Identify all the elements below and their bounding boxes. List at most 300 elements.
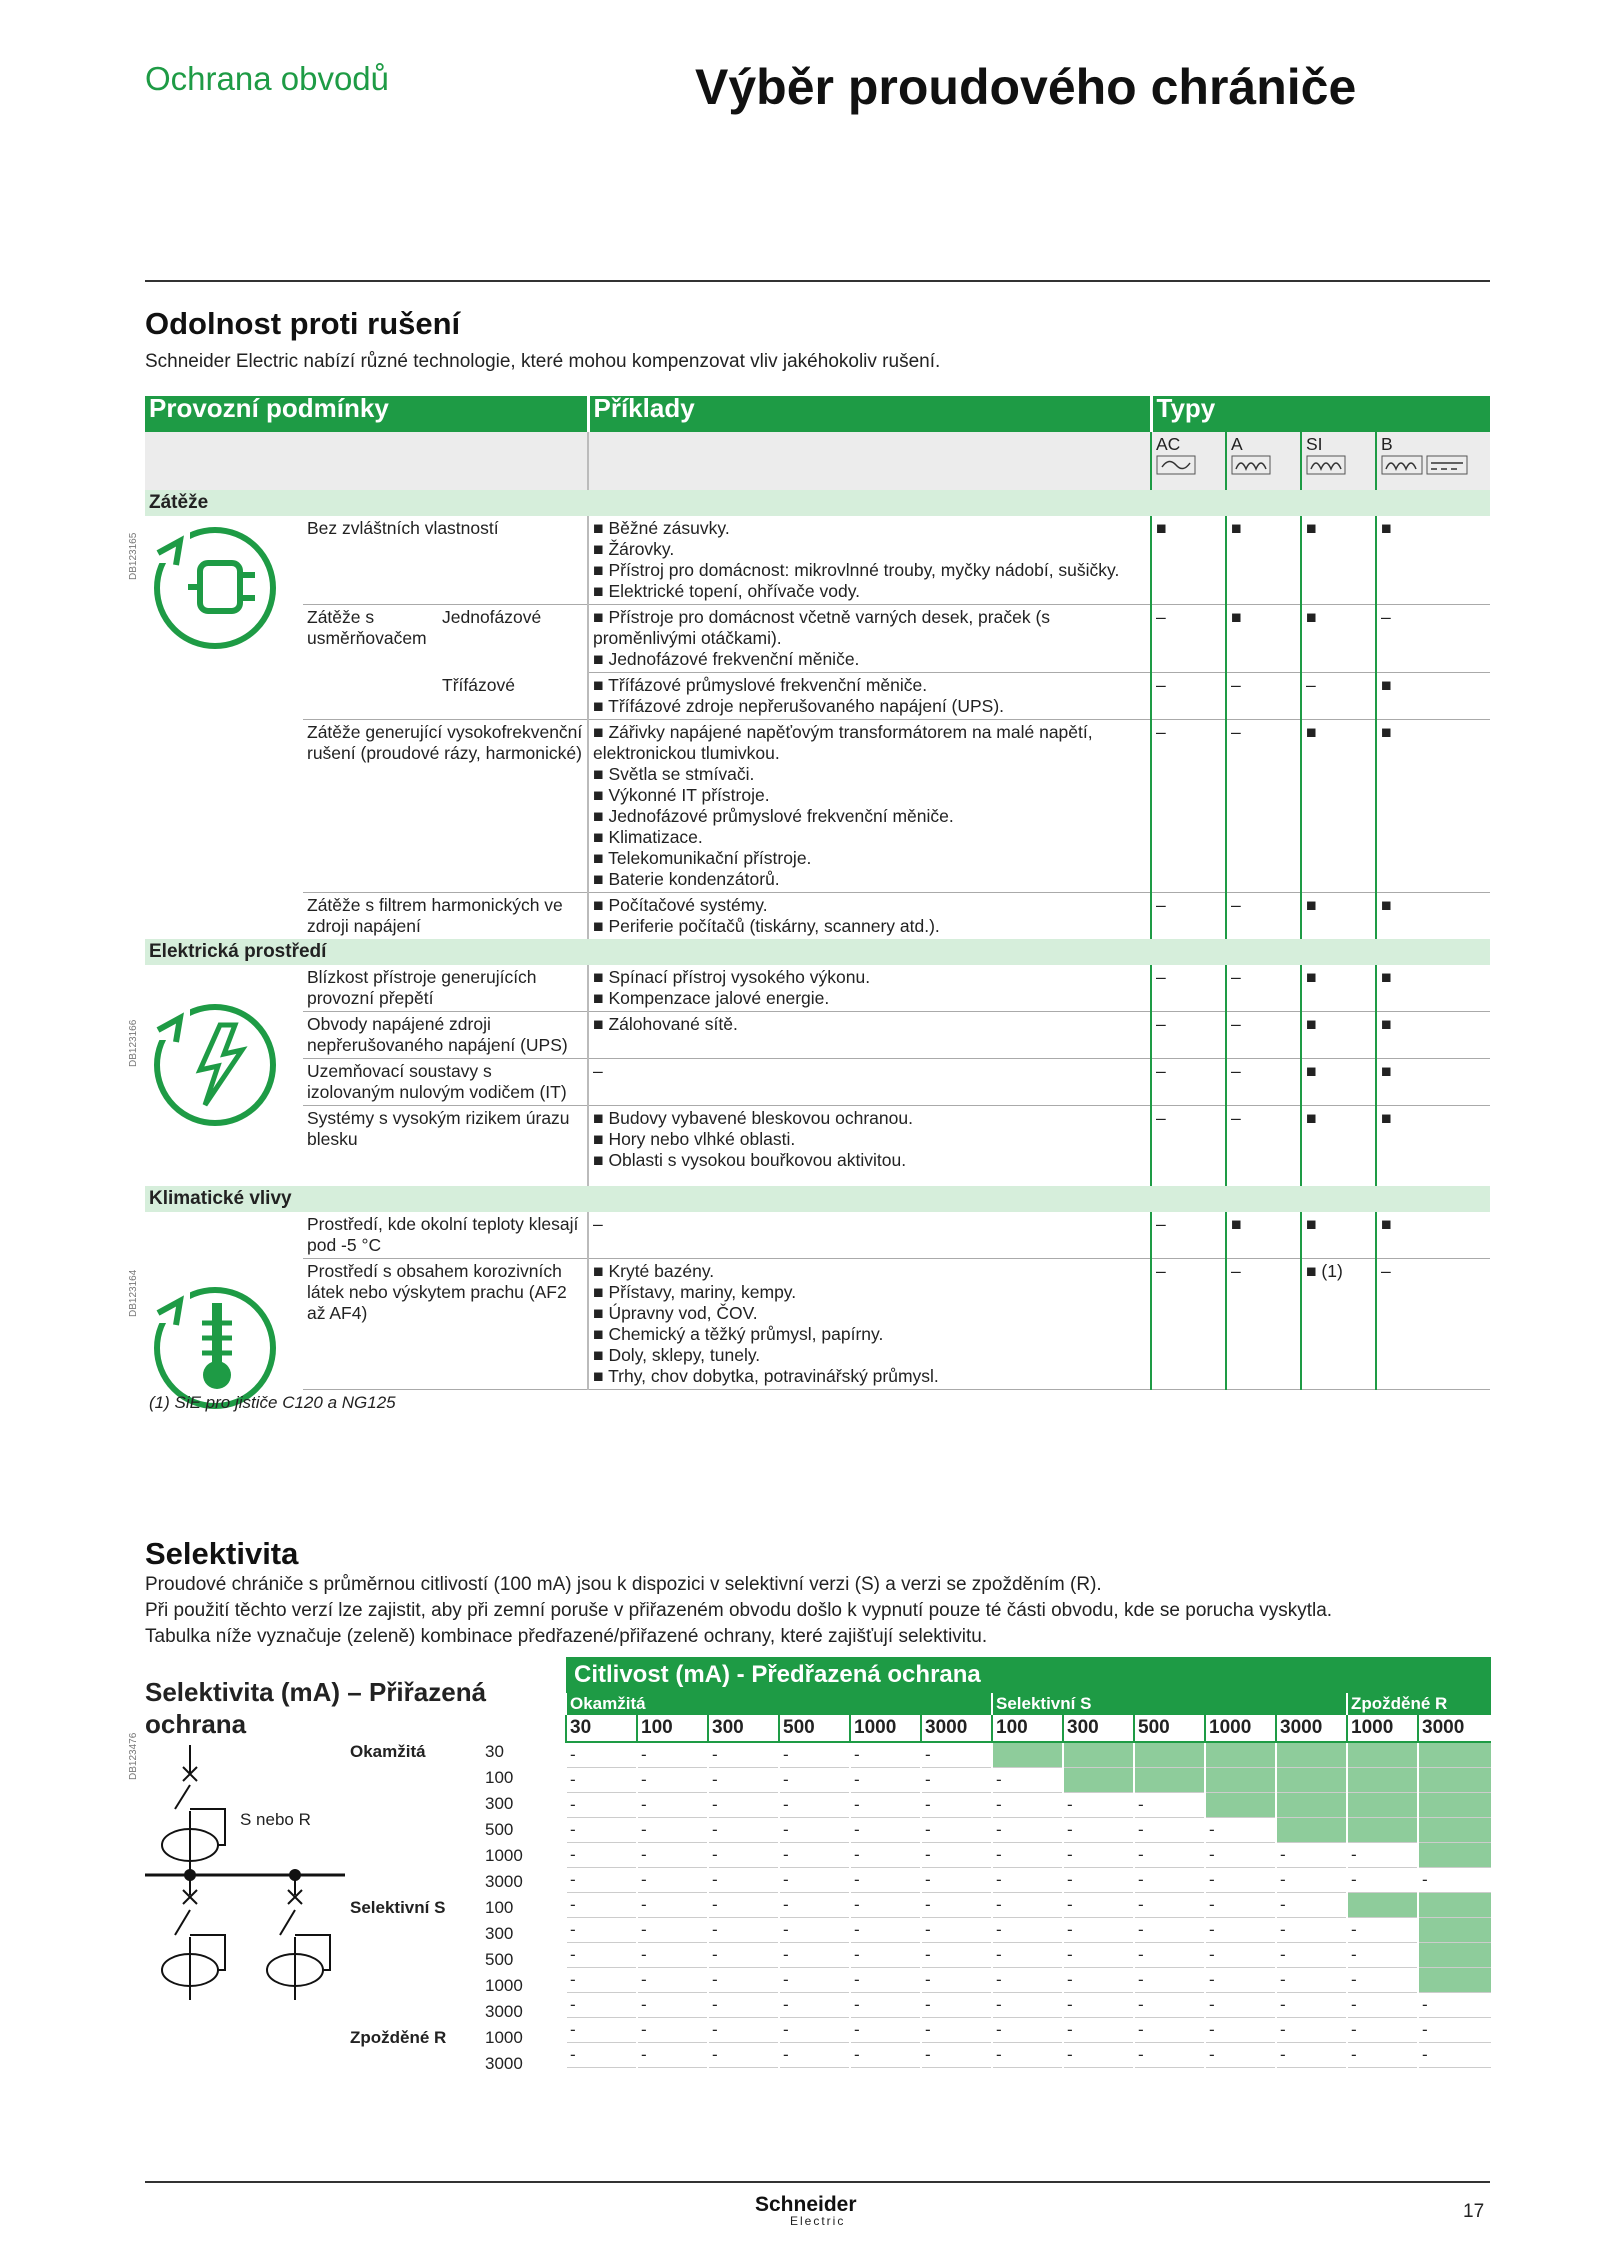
type-value: ■ — [1226, 1212, 1301, 1259]
type-value: – — [1151, 1212, 1226, 1259]
table-cell: - — [637, 1742, 708, 1768]
example: ■ Žárovky. — [593, 539, 1146, 560]
example: ■ Telekomunikační přístroje. — [593, 848, 1146, 869]
selective-cell — [1418, 1742, 1491, 1768]
table-cell: - — [850, 1868, 921, 1893]
row-group-label: Selektivní S — [350, 1898, 446, 1917]
example: ■ Úpravny vod, ČOV. — [593, 1303, 1146, 1324]
table-cell: - — [1347, 1943, 1418, 1968]
table-cell: - — [566, 1943, 637, 1968]
page-title: Výběr proudového chrániče — [695, 59, 1357, 115]
table-cell: - — [1276, 1918, 1347, 1943]
table-cell: - — [1205, 2018, 1276, 2043]
type-value: – — [1226, 1059, 1301, 1106]
table-cell: - — [1134, 1843, 1205, 1868]
selective-cell — [1134, 1768, 1205, 1793]
table-cell: - — [921, 1818, 992, 1843]
column-header: 1000 — [1347, 1715, 1418, 1742]
example: ■ Spínací přístroj vysokého výkonu. — [593, 967, 1146, 988]
example: ■ Periferie počítačů (tiskárny, scannery atd.). — [593, 916, 1146, 937]
table-row — [566, 1768, 1491, 1793]
column-header: 500 — [779, 1715, 850, 1742]
condition-sub: Jednofázové — [442, 607, 542, 627]
table-cell: - — [921, 1893, 992, 1918]
example: ■ Světla se stmívači. — [593, 764, 1146, 785]
example: ■ Přístavy, mariny, kempy. — [593, 1282, 1146, 1303]
row-value: 100 — [485, 1898, 514, 1917]
table-cell: - — [1063, 1843, 1134, 1868]
table-cell: - — [637, 1818, 708, 1843]
immunity-table — [145, 393, 1490, 1415]
table-row — [566, 1993, 1491, 2018]
header-divider — [145, 280, 1490, 282]
example: ■ Budovy vybavené bleskovou ochranou. — [593, 1108, 1146, 1129]
column-header: 3000 — [1276, 1715, 1347, 1742]
row-value: 3000 — [485, 2002, 523, 2021]
table-cell: - — [1418, 2043, 1491, 2068]
selective-cell — [1347, 1768, 1418, 1793]
table-row — [566, 2043, 1491, 2068]
table-cell: - — [566, 1868, 637, 1893]
table-cell: - — [1134, 2043, 1205, 2068]
type-value: ■ — [1301, 965, 1376, 1012]
condition: Blízkost přístroje generujících provozní přepětí — [307, 967, 537, 1008]
table-cell: - — [850, 1893, 921, 1918]
table-cell: - — [1347, 1993, 1418, 2018]
condition: Prostředí, kde okolní teploty klesají pod -5 °C — [307, 1214, 579, 1255]
table-row — [566, 1793, 1491, 1818]
column-header: 500 — [1134, 1715, 1205, 1742]
table-cell: - — [1063, 1993, 1134, 2018]
table-cell: - — [850, 2043, 921, 2068]
selective-cell — [1347, 1793, 1418, 1818]
table-row — [566, 1818, 1491, 1843]
condition: Systémy s vysokým rizikem úrazu blesku — [303, 1106, 588, 1187]
table-cell: - — [779, 1818, 850, 1843]
selective-cell — [1063, 1768, 1134, 1793]
table-cell: - — [921, 1742, 992, 1768]
table-cell: - — [1276, 1893, 1347, 1918]
table-cell: - — [921, 1843, 992, 1868]
table-cell: - — [566, 2043, 637, 2068]
table-cell: - — [1205, 1843, 1276, 1868]
table-cell: - — [992, 1768, 1063, 1793]
column-header: 3000 — [1418, 1715, 1491, 1742]
table-cell: - — [637, 2018, 708, 2043]
condition-sub: Třífázové — [442, 674, 515, 695]
table-cell: - — [1134, 1793, 1205, 1818]
type-b: B — [1381, 434, 1393, 454]
type-value: ■ — [1376, 965, 1490, 1012]
figure-code: DB123166 — [128, 1019, 139, 1067]
selectivity-table — [565, 1657, 1491, 2068]
table-cell: - — [1063, 1818, 1134, 1843]
table-cell: - — [850, 1793, 921, 1818]
table-cell: - — [779, 1793, 850, 1818]
type-value: ■ — [1226, 605, 1301, 673]
selective-cell — [1205, 1742, 1276, 1768]
column-header: 300 — [708, 1715, 779, 1742]
column-header: 30 — [566, 1715, 637, 1742]
table-cell: - — [1276, 2018, 1347, 2043]
type-value: ■ — [1376, 1059, 1490, 1106]
type-value: – — [1226, 1106, 1301, 1187]
type-value: – — [1151, 893, 1226, 940]
table-cell: - — [1063, 1943, 1134, 1968]
example: ■ Baterie kondenzátorů. — [593, 869, 1146, 890]
row-value: 300 — [485, 1924, 514, 1943]
table-cell: - — [921, 2018, 992, 2043]
table-cell: - — [1276, 1993, 1347, 2018]
selective-cell — [1418, 1793, 1491, 1818]
type-value: – — [1226, 893, 1301, 940]
table-cell: - — [708, 1768, 779, 1793]
row-value: 1000 — [485, 1846, 523, 1865]
type-value: – — [1151, 1106, 1226, 1187]
table-cell: - — [850, 1843, 921, 1868]
condition: Obvody napájené zdroji nepřerušovaného napájení (UPS) — [303, 1012, 588, 1059]
selective-cell — [1418, 1818, 1491, 1843]
selective-cell — [1347, 1893, 1418, 1918]
table-cell: - — [921, 1768, 992, 1793]
type-value: – — [1151, 1012, 1226, 1059]
selectivity-p1: Proudové chrániče s průměrnou citlivostí (100 mA) jsou k dispozici v selektivní verzi (S) a verzi se zpožděním (R). — [145, 1574, 1102, 1595]
type-value: ■ — [1151, 516, 1226, 605]
column-header: 1000 — [850, 1715, 921, 1742]
table-cell: - — [1418, 1868, 1491, 1893]
type-value: – — [1226, 1012, 1301, 1059]
table-row — [566, 1918, 1491, 1943]
table-cell: - — [1276, 1968, 1347, 1993]
section-title: Ochrana obvodů — [145, 60, 390, 97]
table-cell: - — [708, 1742, 779, 1768]
table-cell: - — [1347, 1918, 1418, 1943]
table-cell: - — [921, 1993, 992, 2018]
example: ■ Oblasti s vysokou bouřkovou aktivitou. — [593, 1150, 1146, 1171]
table-cell: - — [779, 1868, 850, 1893]
selective-cell — [1418, 1843, 1491, 1868]
table-cell: - — [1134, 2018, 1205, 2043]
example: ■ Kryté bazény. — [593, 1261, 1146, 1282]
type-value: ■ — [1376, 673, 1490, 720]
group-selektivni: Selektivní S — [992, 1693, 1347, 1715]
column-header: 100 — [637, 1715, 708, 1742]
table-cell: - — [708, 1968, 779, 1993]
section-loads: Zátěže — [145, 490, 1490, 516]
table-cell: - — [850, 2018, 921, 2043]
example: ■ Zálohované sítě. — [593, 1014, 1146, 1035]
table-cell: - — [637, 1968, 708, 1993]
example: ■ Hory nebo vlhké oblasti. — [593, 1129, 1146, 1150]
type-value: – — [1376, 605, 1490, 673]
row-value: 1000 — [485, 2028, 523, 2047]
selective-cell — [1418, 1918, 1491, 1943]
table-row — [566, 1868, 1491, 1893]
table-cell: - — [1205, 2043, 1276, 2068]
table-cell: - — [708, 1918, 779, 1943]
type-value: ■ — [1301, 1059, 1376, 1106]
brand-sub: Electric — [790, 2214, 846, 2228]
table-cell: - — [921, 1793, 992, 1818]
example: ■ Přístroje pro domácnost včetně varných desek, praček (s proměnlivými otáčkami). — [593, 607, 1146, 649]
table-cell: - — [1063, 1918, 1134, 1943]
diagram-label: S nebo R — [240, 1810, 311, 1829]
table-cell: - — [921, 1918, 992, 1943]
table-cell: - — [1418, 2018, 1491, 2043]
table-cell: - — [992, 1993, 1063, 2018]
table-cell: - — [1134, 1993, 1205, 2018]
table-cell: - — [1276, 1943, 1347, 1968]
table-cell: - — [566, 1742, 637, 1768]
condition: Uzemňovací soustavy s izolovaným nulovým vodičem (IT) — [303, 1059, 588, 1106]
example: ■ Kompenzace jalové energie. — [593, 988, 1146, 1009]
type-value: ■ — [1376, 1012, 1490, 1059]
table-cell: - — [566, 1843, 637, 1868]
row-value: 100 — [485, 1768, 514, 1787]
table-cell: - — [637, 1943, 708, 1968]
row-value: 3000 — [485, 1872, 523, 1891]
table-cell: - — [566, 1993, 637, 2018]
table-cell: - — [779, 1768, 850, 1793]
type-value: – — [1226, 720, 1301, 893]
table-cell: - — [708, 1843, 779, 1868]
table-cell: - — [708, 2018, 779, 2043]
condition: Zátěže s usměrňovačem — [307, 607, 427, 648]
row-value: 3000 — [485, 2054, 523, 2073]
circuit-diagram — [145, 1745, 345, 2015]
example: ■ Výkonné IT přístroje. — [593, 785, 1146, 806]
immunity-intro: Schneider Electric nabízí různé technologie, které mohou kompenzovat vliv jakéhokoliv rušení. — [145, 351, 941, 372]
table-cell: - — [850, 1818, 921, 1843]
selective-cell — [1418, 1943, 1491, 1968]
table-cell: - — [1063, 1968, 1134, 1993]
type-value: ■ — [1376, 1212, 1490, 1259]
table-cell: - — [637, 1768, 708, 1793]
table-cell: - — [1134, 1918, 1205, 1943]
section-climate: Klimatické vlivy — [145, 1186, 1490, 1212]
table-cell: - — [566, 1793, 637, 1818]
selective-cell — [1276, 1742, 1347, 1768]
figure-code: DB123476 — [128, 1732, 139, 1780]
selective-cell — [1418, 1893, 1491, 1918]
table-cell: - — [566, 1768, 637, 1793]
table-cell: - — [779, 1843, 850, 1868]
example: ■ Počítačové systémy. — [593, 895, 1146, 916]
table-cell: - — [921, 1868, 992, 1893]
example: ■ Jednofázové frekvenční měniče. — [593, 649, 1146, 670]
type-ac: AC — [1156, 434, 1181, 454]
table-cell: - — [637, 1918, 708, 1943]
example: ■ Běžné zásuvky. — [593, 518, 1146, 539]
example: ■ Doly, sklepy, tunely. — [593, 1345, 1146, 1366]
type-value: ■ — [1301, 605, 1376, 673]
a-wave-icon — [1231, 455, 1271, 475]
table-cell: - — [1276, 1843, 1347, 1868]
table-row — [566, 1742, 1491, 1768]
type-value: ■ — [1376, 516, 1490, 605]
table-cell: - — [1134, 1868, 1205, 1893]
example: ■ Klimatizace. — [593, 827, 1146, 848]
table-cell: - — [779, 2018, 850, 2043]
table-cell: - — [1134, 1818, 1205, 1843]
selective-cell — [1347, 1742, 1418, 1768]
type-value: ■ — [1301, 1106, 1376, 1187]
group-zpozdene: Zpožděné R — [1347, 1693, 1491, 1715]
selective-cell — [992, 1742, 1063, 1768]
type-value: – — [1226, 673, 1301, 720]
table-row — [566, 1893, 1491, 1918]
row-group-label: Zpožděné R — [350, 2028, 447, 2047]
table-cell: - — [1418, 1993, 1491, 2018]
selective-cell — [1276, 1793, 1347, 1818]
type-value: ■ — [1301, 1212, 1376, 1259]
example: ■ Elektrické topení, ohřívače vody. — [593, 581, 1146, 602]
page-number: 17 — [1463, 2201, 1485, 2222]
table-cell: - — [992, 2043, 1063, 2068]
table-cell: - — [1063, 2018, 1134, 2043]
table-cell: - — [708, 1868, 779, 1893]
table-cell: - — [1134, 1943, 1205, 1968]
column-header: 1000 — [1205, 1715, 1276, 1742]
table-row — [566, 1943, 1491, 1968]
col-conditions: Provozní podmínky — [145, 396, 588, 432]
example: ■ Zářivky napájené napěťovým transformátorem na malé napětí, elektronickou tlumivkou. — [593, 722, 1146, 764]
selective-cell — [1418, 1968, 1491, 1993]
selectivity-left-title: Selektivita (mA) – Přiřazená ochrana — [145, 1677, 487, 1739]
table-cell: - — [1063, 1893, 1134, 1918]
footnote: (1) SiE pro jističe C120 a NG125 — [149, 1393, 396, 1412]
brand-logo: Schneider — [755, 2193, 857, 2216]
selective-cell — [1347, 1818, 1418, 1843]
table-cell: - — [637, 1843, 708, 1868]
table-cell: - — [779, 1943, 850, 1968]
col-examples: Příklady — [588, 396, 1151, 432]
table-cell: - — [637, 1793, 708, 1818]
table-cell: - — [1347, 2043, 1418, 2068]
table-cell: - — [1063, 1793, 1134, 1818]
table-cell: - — [921, 1943, 992, 1968]
table-cell: - — [1276, 2043, 1347, 2068]
selectivity-heading: Selektivita — [145, 1536, 299, 1571]
table-cell: - — [637, 1893, 708, 1918]
type-value: – — [1301, 673, 1376, 720]
type-value: ■ — [1301, 1012, 1376, 1059]
table-cell: - — [1205, 1993, 1276, 2018]
table-cell: - — [637, 1868, 708, 1893]
table-cell: - — [779, 1993, 850, 2018]
type-value: ■ (1) — [1301, 1259, 1376, 1390]
example: – — [588, 1059, 1151, 1106]
table-cell: - — [708, 1943, 779, 1968]
table-cell: - — [708, 2043, 779, 2068]
table-cell: - — [1276, 1868, 1347, 1893]
table-cell: - — [1134, 1968, 1205, 1993]
table-cell: - — [779, 1968, 850, 1993]
table-cell: - — [850, 1993, 921, 2018]
table-cell: - — [992, 1818, 1063, 1843]
selective-cell — [1276, 1818, 1347, 1843]
selective-cell — [1205, 1793, 1276, 1818]
example: ■ Trhy, chov dobytka, potravinářský průmysl. — [593, 1366, 1146, 1387]
table-cell: - — [850, 1968, 921, 1993]
table-cell: - — [992, 1793, 1063, 1818]
ac-wave-icon — [1156, 455, 1196, 475]
condition: Bez zvláštních vlastností — [307, 518, 499, 538]
table-cell: - — [779, 1893, 850, 1918]
type-value: ■ — [1301, 516, 1376, 605]
table-cell: - — [708, 1993, 779, 2018]
figure-code: DB123165 — [128, 532, 139, 580]
type-si: SI — [1306, 434, 1323, 454]
table-cell: - — [779, 1918, 850, 1943]
table-cell: - — [850, 1943, 921, 1968]
table-cell: - — [566, 1893, 637, 1918]
type-value: ■ — [1301, 893, 1376, 940]
table-cell: - — [850, 1918, 921, 1943]
type-a: A — [1231, 434, 1243, 454]
table-cell: - — [708, 1818, 779, 1843]
selectivity-p2: Při použití těchto verzí lze zajistit, aby při zemní poruše v přiřazeném obvodu došlo k vypnutí pouze té části obvodu, kde se porucha vyskytla. — [145, 1600, 1333, 1621]
type-value: ■ — [1376, 1106, 1490, 1187]
b-wave-icon — [1381, 455, 1471, 475]
column-header: 100 — [992, 1715, 1063, 1742]
selective-cell — [1134, 1742, 1205, 1768]
group-okamzita: Okamžitá — [566, 1693, 992, 1715]
column-header: 3000 — [921, 1715, 992, 1742]
table-cell: - — [637, 1993, 708, 2018]
example: – — [588, 1212, 1151, 1259]
row-value: 30 — [485, 1742, 504, 1761]
col-types: Typy — [1151, 396, 1490, 432]
example: ■ Třífázové průmyslové frekvenční měniče. — [593, 675, 1146, 696]
row-value: 500 — [485, 1950, 514, 1969]
table-cell: - — [566, 1818, 637, 1843]
table-cell: - — [1063, 2043, 1134, 2068]
table-cell: - — [1347, 1868, 1418, 1893]
table-cell: - — [1347, 1968, 1418, 1993]
type-value: ■ — [1376, 720, 1490, 893]
condition: Prostředí s obsahem korozivních látek nebo výskytem prachu (AF2 až AF4) — [303, 1259, 588, 1390]
table-cell: - — [1347, 2018, 1418, 2043]
table-cell: - — [1347, 1843, 1418, 1868]
row-value: 500 — [485, 1820, 514, 1839]
row-value: 1000 — [485, 1976, 523, 1995]
type-value: ■ — [1376, 893, 1490, 940]
type-value: – — [1376, 1259, 1490, 1390]
selective-cell — [1063, 1742, 1134, 1768]
table-cell: - — [992, 1893, 1063, 1918]
row-value: 300 — [485, 1794, 514, 1813]
type-value: – — [1151, 1059, 1226, 1106]
figure-code: DB123164 — [128, 1269, 139, 1317]
table-cell: - — [1205, 1893, 1276, 1918]
type-value: – — [1151, 720, 1226, 893]
footer-divider — [145, 2181, 1490, 2183]
table-cell: - — [992, 1843, 1063, 1868]
table-cell: - — [708, 1793, 779, 1818]
table-cell: - — [1205, 1968, 1276, 1993]
type-value: ■ — [1226, 516, 1301, 605]
selectivity-p3: Tabulka níže vyznačuje (zeleně) kombinace předřazené/přiřazené ochrany, které zajišťují selektivitu. — [145, 1626, 988, 1647]
selective-cell — [1205, 1768, 1276, 1793]
table-cell: - — [921, 1968, 992, 1993]
type-value: – — [1151, 1259, 1226, 1390]
table-cell: - — [1063, 1868, 1134, 1893]
section-environment: Elektrická prostředí — [145, 939, 1490, 965]
table-cell: - — [992, 1943, 1063, 1968]
example: ■ Přístroj pro domácnost: mikrovlnné trouby, myčky nádobí, sušičky. — [593, 560, 1146, 581]
si-wave-icon — [1306, 455, 1346, 475]
